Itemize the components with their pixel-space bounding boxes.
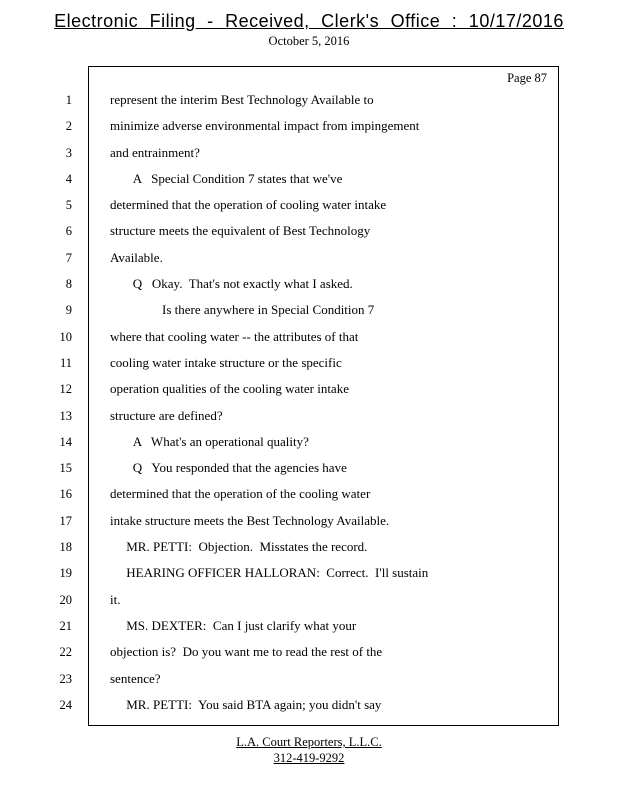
transcript-line xyxy=(0,197,618,223)
transcript-line xyxy=(0,592,618,618)
transcript-line xyxy=(0,460,618,486)
transcript-line xyxy=(0,513,618,539)
transcript-line xyxy=(0,565,618,591)
transcript-line xyxy=(0,539,618,565)
line-number: 1 xyxy=(65,93,72,107)
transcript-line xyxy=(0,408,618,434)
page-number: Page 87 xyxy=(507,71,547,85)
line-text: MS. DEXTER: Can I just clarify what your xyxy=(110,617,357,633)
transcript-line xyxy=(0,329,618,355)
transcript-date: October 5, 2016 xyxy=(268,34,350,48)
transcript-line xyxy=(0,276,618,302)
transcript-line xyxy=(0,486,618,512)
transcript-line xyxy=(0,145,618,171)
transcript-line xyxy=(0,302,618,328)
line-number: 5 xyxy=(65,198,72,213)
footer-company: L.A. Court Reporters, L.L.C. xyxy=(236,735,382,749)
line-text: and entrainment? xyxy=(110,144,200,160)
line-number: 3 xyxy=(65,145,72,160)
line-number: 2 xyxy=(65,119,72,134)
line-number: 24 xyxy=(59,697,72,712)
line-number: 16 xyxy=(59,487,72,502)
line-text: A Special Condition 7 states that we've xyxy=(110,170,343,186)
line-text: minimize adverse environmental impact from impingement xyxy=(110,118,420,134)
line-number: 14 xyxy=(59,434,72,449)
line-number: 18 xyxy=(59,540,72,555)
transcript-line xyxy=(0,618,618,644)
line-number: 23 xyxy=(59,671,72,686)
transcript-line xyxy=(0,644,618,670)
line-number: 7 xyxy=(65,250,72,265)
transcript-line xyxy=(0,223,618,249)
line-number: 4 xyxy=(65,171,72,186)
line-number: 22 xyxy=(59,645,72,660)
line-number: 9 xyxy=(65,303,72,318)
transcript-line xyxy=(0,118,618,144)
line-text: it. xyxy=(110,591,121,607)
line-text: Is there anywhere in Special Condition 7 xyxy=(110,302,375,318)
line-text: A What's an operational quality? xyxy=(110,433,309,449)
line-number: 12 xyxy=(59,382,72,397)
line-text: determined that the operation of cooling water intake xyxy=(110,197,387,213)
line-text: Available. xyxy=(110,249,163,265)
transcript-line xyxy=(0,171,618,197)
transcript-line xyxy=(0,697,618,723)
transcript-line xyxy=(0,355,618,381)
line-number: 19 xyxy=(59,566,72,581)
line-text: determined that the operation of the cooling water xyxy=(110,486,371,502)
line-number: 17 xyxy=(59,513,72,528)
line-text: where that cooling water -- the attributes of that xyxy=(110,328,359,344)
line-text: sentence? xyxy=(110,670,161,686)
line-number: 15 xyxy=(59,461,72,476)
line-text: intake structure meets the Best Technology Available. xyxy=(110,512,390,528)
line-number: 11 xyxy=(59,355,72,370)
line-text: MR. PETTI: Objection. Misstates the record. xyxy=(110,539,368,555)
transcript-lines xyxy=(0,92,618,723)
line-text: Q You responded that the agencies have xyxy=(110,460,347,476)
transcript-line xyxy=(0,434,618,460)
line-number: 20 xyxy=(59,592,72,607)
line-text: structure are defined? xyxy=(110,407,223,423)
transcript-line xyxy=(0,92,618,118)
line-text: cooling water intake structure or the specific xyxy=(110,354,342,370)
line-number: 21 xyxy=(59,618,72,633)
line-number: 13 xyxy=(59,408,72,423)
line-text: Q Okay. That's not exactly what I asked. xyxy=(110,276,353,292)
line-text: operation qualities of the cooling water intake xyxy=(110,381,349,397)
line-number: 6 xyxy=(65,224,72,239)
reporter-footer xyxy=(0,734,618,766)
line-number: 8 xyxy=(65,277,72,292)
line-text: MR. PETTI: You said BTA again; you didn't say xyxy=(110,696,382,712)
line-text: structure meets the equivalent of Best Technology xyxy=(110,223,371,239)
transcript-line xyxy=(0,250,618,276)
line-number: 10 xyxy=(59,329,72,344)
footer-phone: 312-419-9292 xyxy=(273,751,345,765)
line-text: represent the interim Best Technology Available to xyxy=(110,92,374,107)
line-text: objection is? Do you want me to read the rest of the xyxy=(110,644,383,660)
line-text: HEARING OFFICER HALLORAN: Correct. I'll sustain xyxy=(110,565,429,581)
filing-stamp-header: Electronic Filing - Received, Clerk's Office : 10/17/2016 xyxy=(54,11,564,31)
transcript-line xyxy=(0,671,618,697)
transcript-line xyxy=(0,381,618,407)
